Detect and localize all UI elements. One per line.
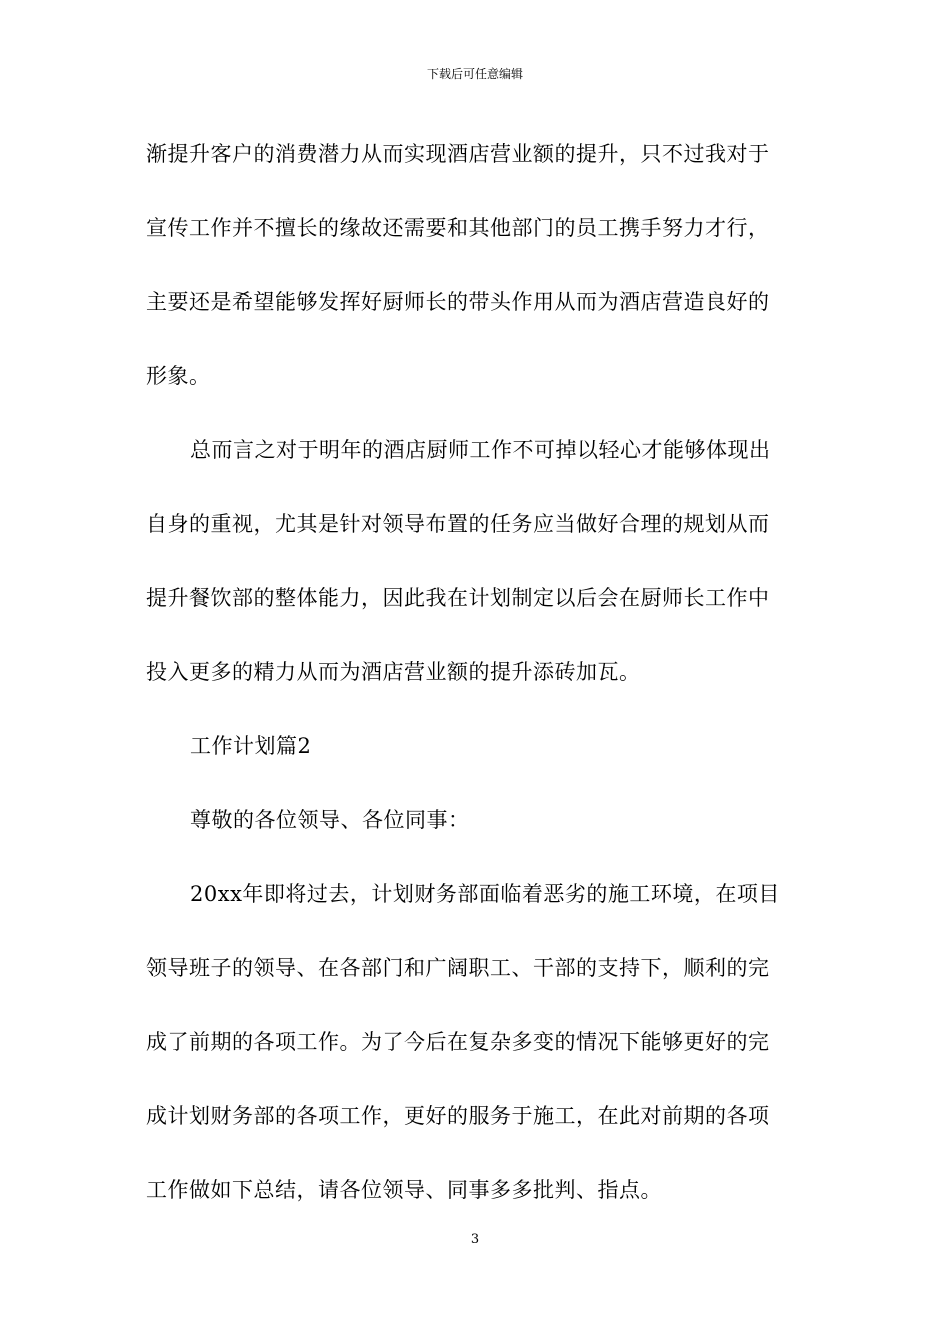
body-line-12: 领导班子的领导、在各部门和广阔职工、干部的支持下，顺利的完 (146, 956, 770, 980)
body-line-6: 自身的重视，尤其是针对领导布置的任务应当做好合理的规划从而 (146, 512, 770, 536)
body-line-2: 宣传工作并不擅长的缘故还需要和其他部门的员工携手努力才行， (146, 216, 770, 240)
body-line-11: 20xx年即将过去，计划财务部面临着恶劣的施工环境，在项目 (190, 882, 780, 906)
body-line-5: 总而言之对于明年的酒店厨师工作不可掉以轻心才能够体现出 (190, 438, 771, 462)
body-line-15: 工作做如下总结，请各位领导、同事多多批判、指点。 (146, 1178, 662, 1202)
body-line-1: 渐提升客户的消费潜力从而实现酒店营业额的提升，只不过我对于 (146, 142, 770, 166)
body-line-13: 成了前期的各项工作。为了今后在复杂多变的情况下能够更好的完 (146, 1030, 770, 1054)
body-line-3: 主要还是希望能够发挥好厨师长的带头作用从而为酒店营造良好的 (146, 290, 770, 314)
body-line-8: 投入更多的精力从而为酒店营业额的提升添砖加瓦。 (146, 660, 641, 684)
page-number: 3 (470, 1232, 480, 1247)
body-line-14: 成计划财务部的各项工作，更好的服务于施工，在此对前期的各项 (146, 1104, 770, 1128)
page-header: 下载后可任意编辑 (426, 67, 523, 81)
body-line-4: 形象。 (146, 364, 211, 388)
body-line-7: 提升餐饮部的整体能力，因此我在计划制定以后会在厨师长工作中 (146, 586, 770, 610)
salutation: 尊敬的各位领导、各位同事： (190, 808, 470, 832)
section-heading: 工作计划篇2 (190, 734, 312, 758)
